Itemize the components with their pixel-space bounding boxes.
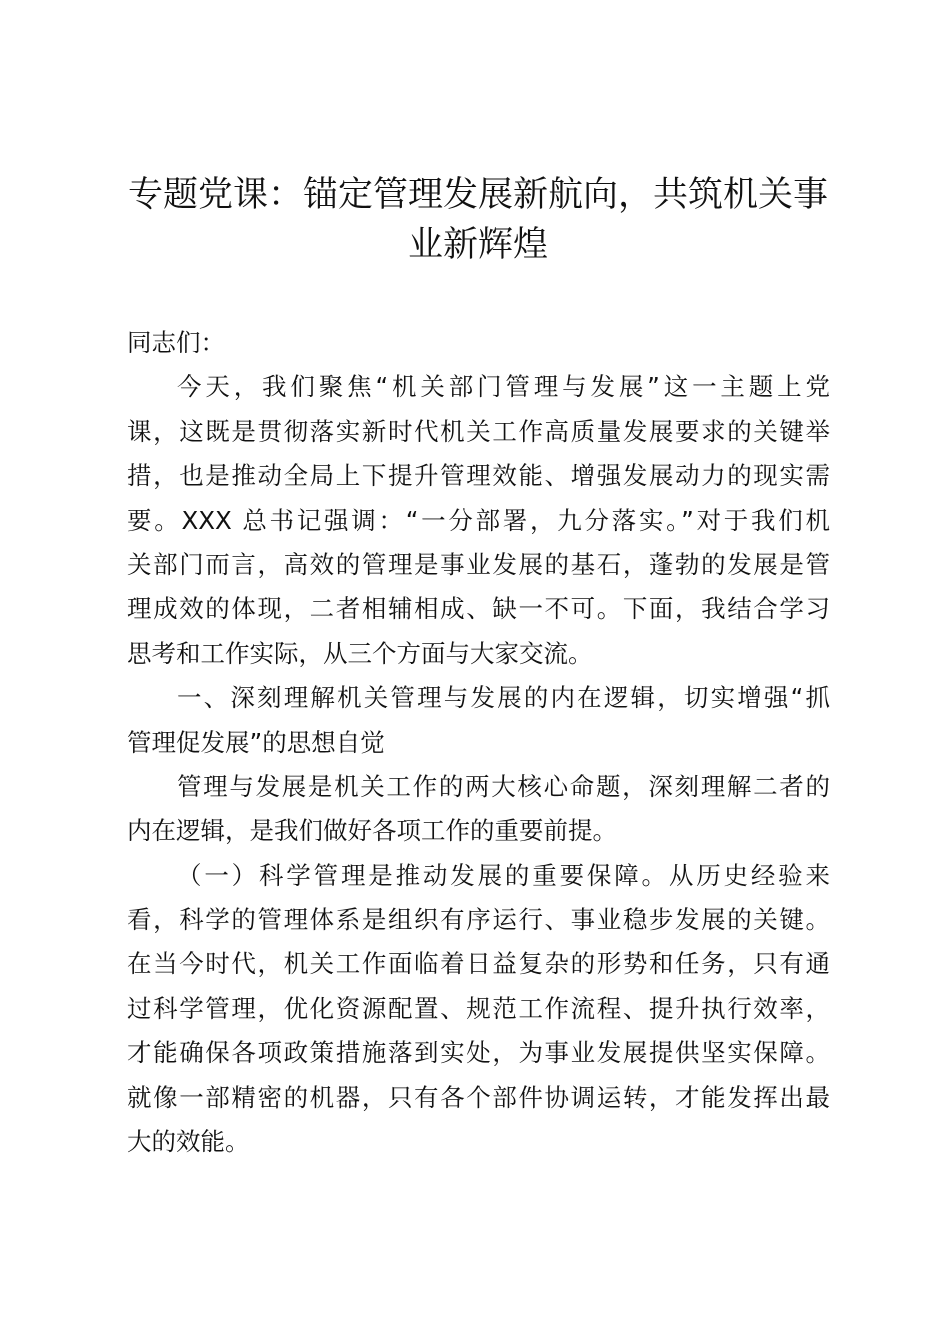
paragraph-line: 思考和工作实际，从三个方面与大家交流。 <box>127 638 593 668</box>
paragraph-line: 管理促发展”的思想自觉 <box>127 727 385 757</box>
paragraph-line: 看，科学的管理体系是组织有序运行、事业稳步发展的关键。 <box>127 905 830 935</box>
paragraph-line: （一）科学管理是推动发展的重要保障。从历史经验来 <box>177 860 830 890</box>
paragraph-line: 大的效能。 <box>127 1127 250 1157</box>
paragraph <box>127 854 830 1165</box>
paragraph-line: 课，这既是贯彻落实新时代机关工作高质量发展要求的关键举 <box>127 416 830 446</box>
paragraph-line: 才能确保各项政策措施落到实处，为事业发展提供坚实保障。 <box>127 1038 830 1068</box>
title-line: 专题党课：锚定管理发展新航向，共筑机关事 <box>127 175 828 215</box>
section-heading <box>127 676 830 765</box>
paragraph-line: 在当今时代，机关工作面临着日益复杂的形势和任务，只有通 <box>127 949 830 979</box>
salutation: 同志们： <box>127 328 225 357</box>
paragraph <box>127 765 830 854</box>
paragraph-line: 要。XXX 总书记强调：“一分部署，九分落实。”对于我们机 <box>127 505 830 535</box>
paragraph-line: 今天，我们聚焦“机关部门管理与发展”这一主题上党 <box>177 372 830 402</box>
document-title <box>120 170 836 270</box>
paragraph-line: 过科学管理，优化资源配置、规范工作流程、提升执行效率， <box>127 993 830 1023</box>
paragraph-line: 管理与发展是机关工作的两大核心命题，深刻理解二者的 <box>177 771 830 801</box>
paragraph-line: 关部门而言，高效的管理是事业发展的基石，蓬勃的发展是管 <box>127 549 830 579</box>
document-body <box>127 321 830 1164</box>
paragraph-line: 措，也是推动全局上下提升管理效能、增强发展动力的现实需 <box>127 461 830 491</box>
paragraph <box>127 365 830 676</box>
title-line: 业新辉煌 <box>407 225 548 265</box>
paragraph-line: 内在逻辑，是我们做好各项工作的重要前提。 <box>127 816 617 846</box>
paragraph-line: 就像一部精密的机器，只有各个部件协调运转，才能发挥出最 <box>127 1082 830 1112</box>
paragraph-line: 一、深刻理解机关管理与发展的内在逻辑，切实增强“抓 <box>177 683 830 713</box>
paragraph-line: 理成效的体现，二者相辅相成、缺一不可。下面，我结合学习 <box>127 594 830 624</box>
